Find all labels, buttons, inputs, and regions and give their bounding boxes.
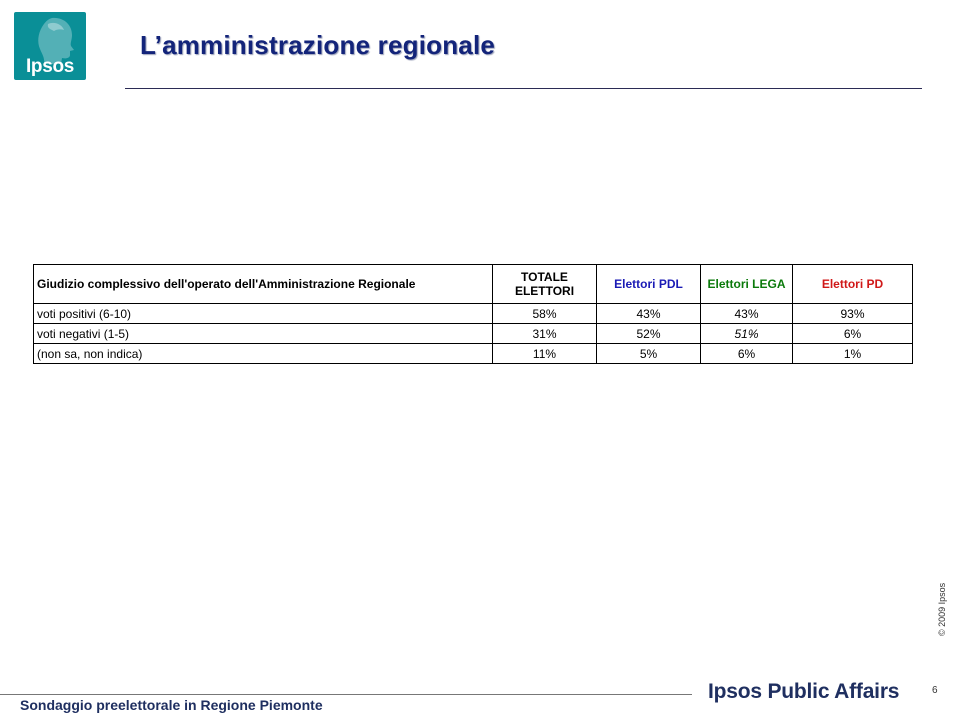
row-label: voti negativi (1-5) [34,324,493,344]
row-label: (non sa, non indica) [34,344,493,364]
header-pdl: Elettori PDL [597,265,701,304]
cell-pdl: 5% [597,344,701,364]
table-row [34,304,913,324]
ipsos-logo [14,12,86,80]
cell-lega: 51% [701,324,793,344]
title-divider [125,88,922,89]
cell-lega: 6% [701,344,793,364]
cell-total: 31% [493,324,597,344]
cell-pdl: 52% [597,324,701,344]
logo-text: Ipsos [25,56,75,77]
header-total [493,265,597,304]
row-label: voti positivi (6-10) [34,304,493,324]
footer-survey-title: Sondaggio preelettorale in Regione Piemonte [20,697,323,713]
results-table [33,264,913,364]
copyright-notice: © 2009 Ipsos [937,582,947,636]
cell-total: 58% [493,304,597,324]
header-pd: Elettori PD [793,265,913,304]
footer-divider [0,694,692,695]
brand-wordmark: Ipsos Public Affairs [708,680,900,703]
cell-pd: 6% [793,324,913,344]
table-row [34,324,913,344]
header-lega: Elettori LEGA [701,265,793,304]
table-row [34,344,913,364]
cell-lega: 43% [701,304,793,324]
cell-pd: 1% [793,344,913,364]
page-title: L’amministrazione regionale [140,30,496,60]
table-header-row [34,265,913,304]
header-total-line1: TOTALE [521,270,568,284]
page-number: 6 [932,685,938,696]
cell-total: 11% [493,344,597,364]
cell-pdl: 43% [597,304,701,324]
header-question: Giudizio complessivo dell'operato dell'Amministrazione Regionale [34,265,493,304]
header-total-line2: ELETTORI [514,284,575,298]
cell-pd: 93% [793,304,913,324]
